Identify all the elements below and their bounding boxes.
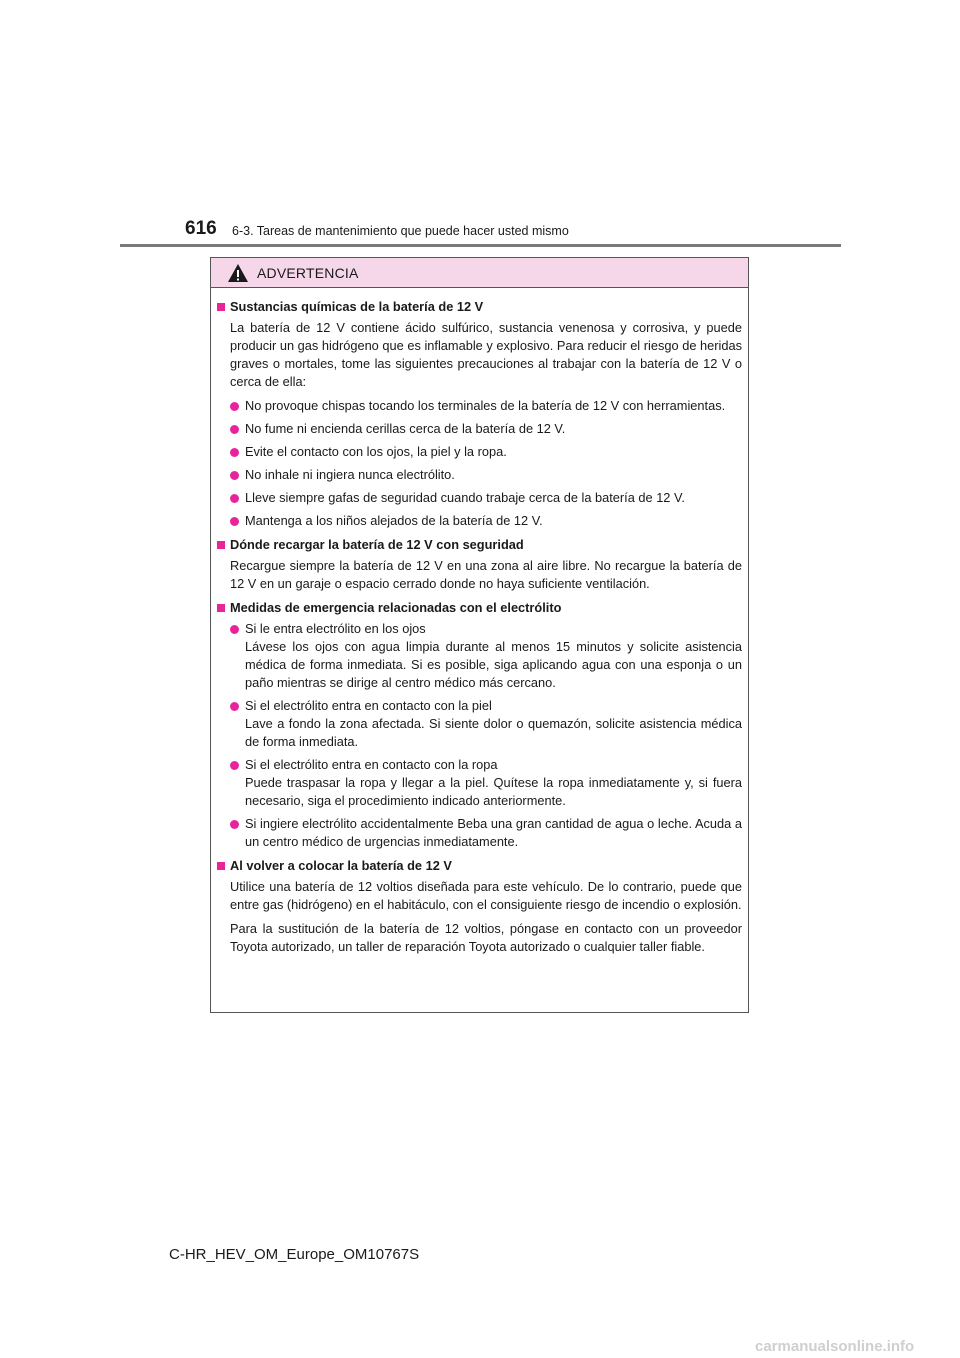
- bullet-content: [245, 466, 742, 484]
- bullet-content: [245, 620, 742, 692]
- circle-bullet-icon: [230, 448, 239, 457]
- bullet-item: [230, 512, 742, 530]
- section-heading-text: Sustancias químicas de la batería de 12 V: [230, 299, 484, 314]
- bullet-text: No fume ni encienda cerillas cerca de la batería de 12 V.: [245, 421, 566, 436]
- bullet-item: [230, 443, 742, 461]
- bullet-content: [245, 397, 742, 415]
- section-heading: [217, 857, 742, 875]
- warning-body: [211, 288, 748, 956]
- circle-bullet-icon: [230, 494, 239, 503]
- document-code: C-HR_HEV_OM_Europe_OM10767S: [169, 1246, 420, 1263]
- section-heading: [217, 298, 742, 316]
- section-heading: [217, 536, 742, 554]
- bullet-text: No inhale ni ingiera nunca electrólito.: [245, 467, 455, 482]
- paragraph: Para la sustitución de la batería de 12 voltios, póngase en contacto con un proveedor Toyota autorizado, un taller de reparación Toyota autorizado o cualquier taller fiable.: [230, 921, 742, 954]
- warning-box: [210, 257, 749, 1013]
- bullet-item: [230, 815, 742, 851]
- circle-bullet-icon: [230, 820, 239, 829]
- bullet-title: Si el electrólito entra en contacto con la ropa: [245, 757, 498, 772]
- bullet-item: [230, 756, 742, 810]
- bullet-text: No provoque chispas tocando los terminales de la batería de 12 V con herramientas.: [245, 398, 726, 413]
- bullet-text: Evite el contacto con los ojos, la piel y la ropa.: [245, 444, 507, 459]
- bullet-text: Si ingiere electrólito accidentalmente Beba una gran cantidad de agua o leche. Acuda a un centro médico de urgencias inmediatamente.: [245, 816, 742, 849]
- square-bullet-icon: [217, 541, 225, 549]
- bullet-content: [245, 443, 742, 461]
- square-bullet-icon: [217, 303, 225, 311]
- circle-bullet-icon: [230, 425, 239, 434]
- warning-section: [217, 857, 742, 956]
- page-header: [0, 0, 960, 250]
- paragraph: Utilice una batería de 12 voltios diseñada para este vehículo. De lo contrario, puede que entre gas (hidrógeno) en el habitáculo, con el consiguiente riesgo de incendio o explosión.: [230, 879, 742, 912]
- paragraph: La batería de 12 V contiene ácido sulfúrico, sustancia venenosa y corrosiva, y puede producir un gas hidrógeno que es inflamable y explosivo. Para reducir el riesgo de heridas graves o mortales, tome las siguientes precauciones al trabajar con la batería de 12 V o cerca de ella:: [230, 320, 742, 389]
- circle-bullet-icon: [230, 471, 239, 480]
- header-rule: [120, 244, 841, 247]
- bullet-content: [245, 756, 742, 810]
- bullet-content: [245, 489, 742, 507]
- bullet-item: [230, 620, 742, 692]
- circle-bullet-icon: [230, 761, 239, 770]
- warning-triangle-icon: [227, 263, 249, 283]
- section-heading: [217, 599, 742, 617]
- circle-bullet-icon: [230, 625, 239, 634]
- section-heading-text: Dónde recargar la batería de 12 V con seguridad: [230, 537, 524, 552]
- bullet-item: [230, 397, 742, 415]
- bullet-title: Si el electrólito entra en contacto con la piel: [245, 698, 492, 713]
- circle-bullet-icon: [230, 402, 239, 411]
- warning-header: [211, 258, 748, 288]
- square-bullet-icon: [217, 862, 225, 870]
- warning-section: [217, 536, 742, 593]
- watermark: carmanualsonline.info: [755, 1338, 915, 1355]
- bullet-content: [245, 512, 742, 530]
- section-title: 6-3. Tareas de mantenimiento que puede hacer usted mismo: [232, 224, 569, 238]
- section-heading-text: Medidas de emergencia relacionadas con el electrólito: [230, 600, 562, 615]
- section-heading-text: Al volver a colocar la batería de 12 V: [230, 858, 452, 873]
- bullet-text: Lleve siempre gafas de seguridad cuando trabaje cerca de la batería de 12 V.: [245, 490, 685, 505]
- bullet-item: [230, 489, 742, 507]
- bullet-item: [230, 420, 742, 438]
- bullet-content: [245, 697, 742, 751]
- bullet-text: Lávese los ojos con agua limpia durante al menos 15 minutos y solicite asistencia médica de forma inmediata. Si es posible, siga aplicando agua con una esponja o un paño mientras se dirige al centro médico más cercano.: [245, 639, 742, 690]
- bullet-text: Mantenga a los niños alejados de la batería de 12 V.: [245, 513, 543, 528]
- square-bullet-icon: [217, 604, 225, 612]
- bullet-text: Lave a fondo la zona afectada. Si siente dolor o quemazón, solicite asistencia médica de forma inmediata.: [245, 716, 742, 749]
- paragraph: Recargue siempre la batería de 12 V en una zona al aire libre. No recargue la batería de 12 V en un garaje o espacio cerrado donde no haya suficiente ventilación.: [230, 558, 742, 591]
- bullet-title: Si le entra electrólito en los ojos: [245, 621, 426, 636]
- circle-bullet-icon: [230, 517, 239, 526]
- warning-section: [217, 298, 742, 530]
- page-number: 616: [185, 218, 217, 239]
- bullet-text: Puede traspasar la ropa y llegar a la piel. Quítese la ropa inmediatamente y, si fuera necesario, siga el procedimiento indicado anteriormente.: [245, 775, 742, 808]
- bullet-content: [245, 420, 742, 438]
- warning-section: [217, 599, 742, 851]
- bullet-item: [230, 697, 742, 751]
- circle-bullet-icon: [230, 702, 239, 711]
- bullet-content: [245, 815, 742, 851]
- bullet-item: [230, 466, 742, 484]
- warning-title: ADVERTENCIA: [257, 264, 359, 281]
